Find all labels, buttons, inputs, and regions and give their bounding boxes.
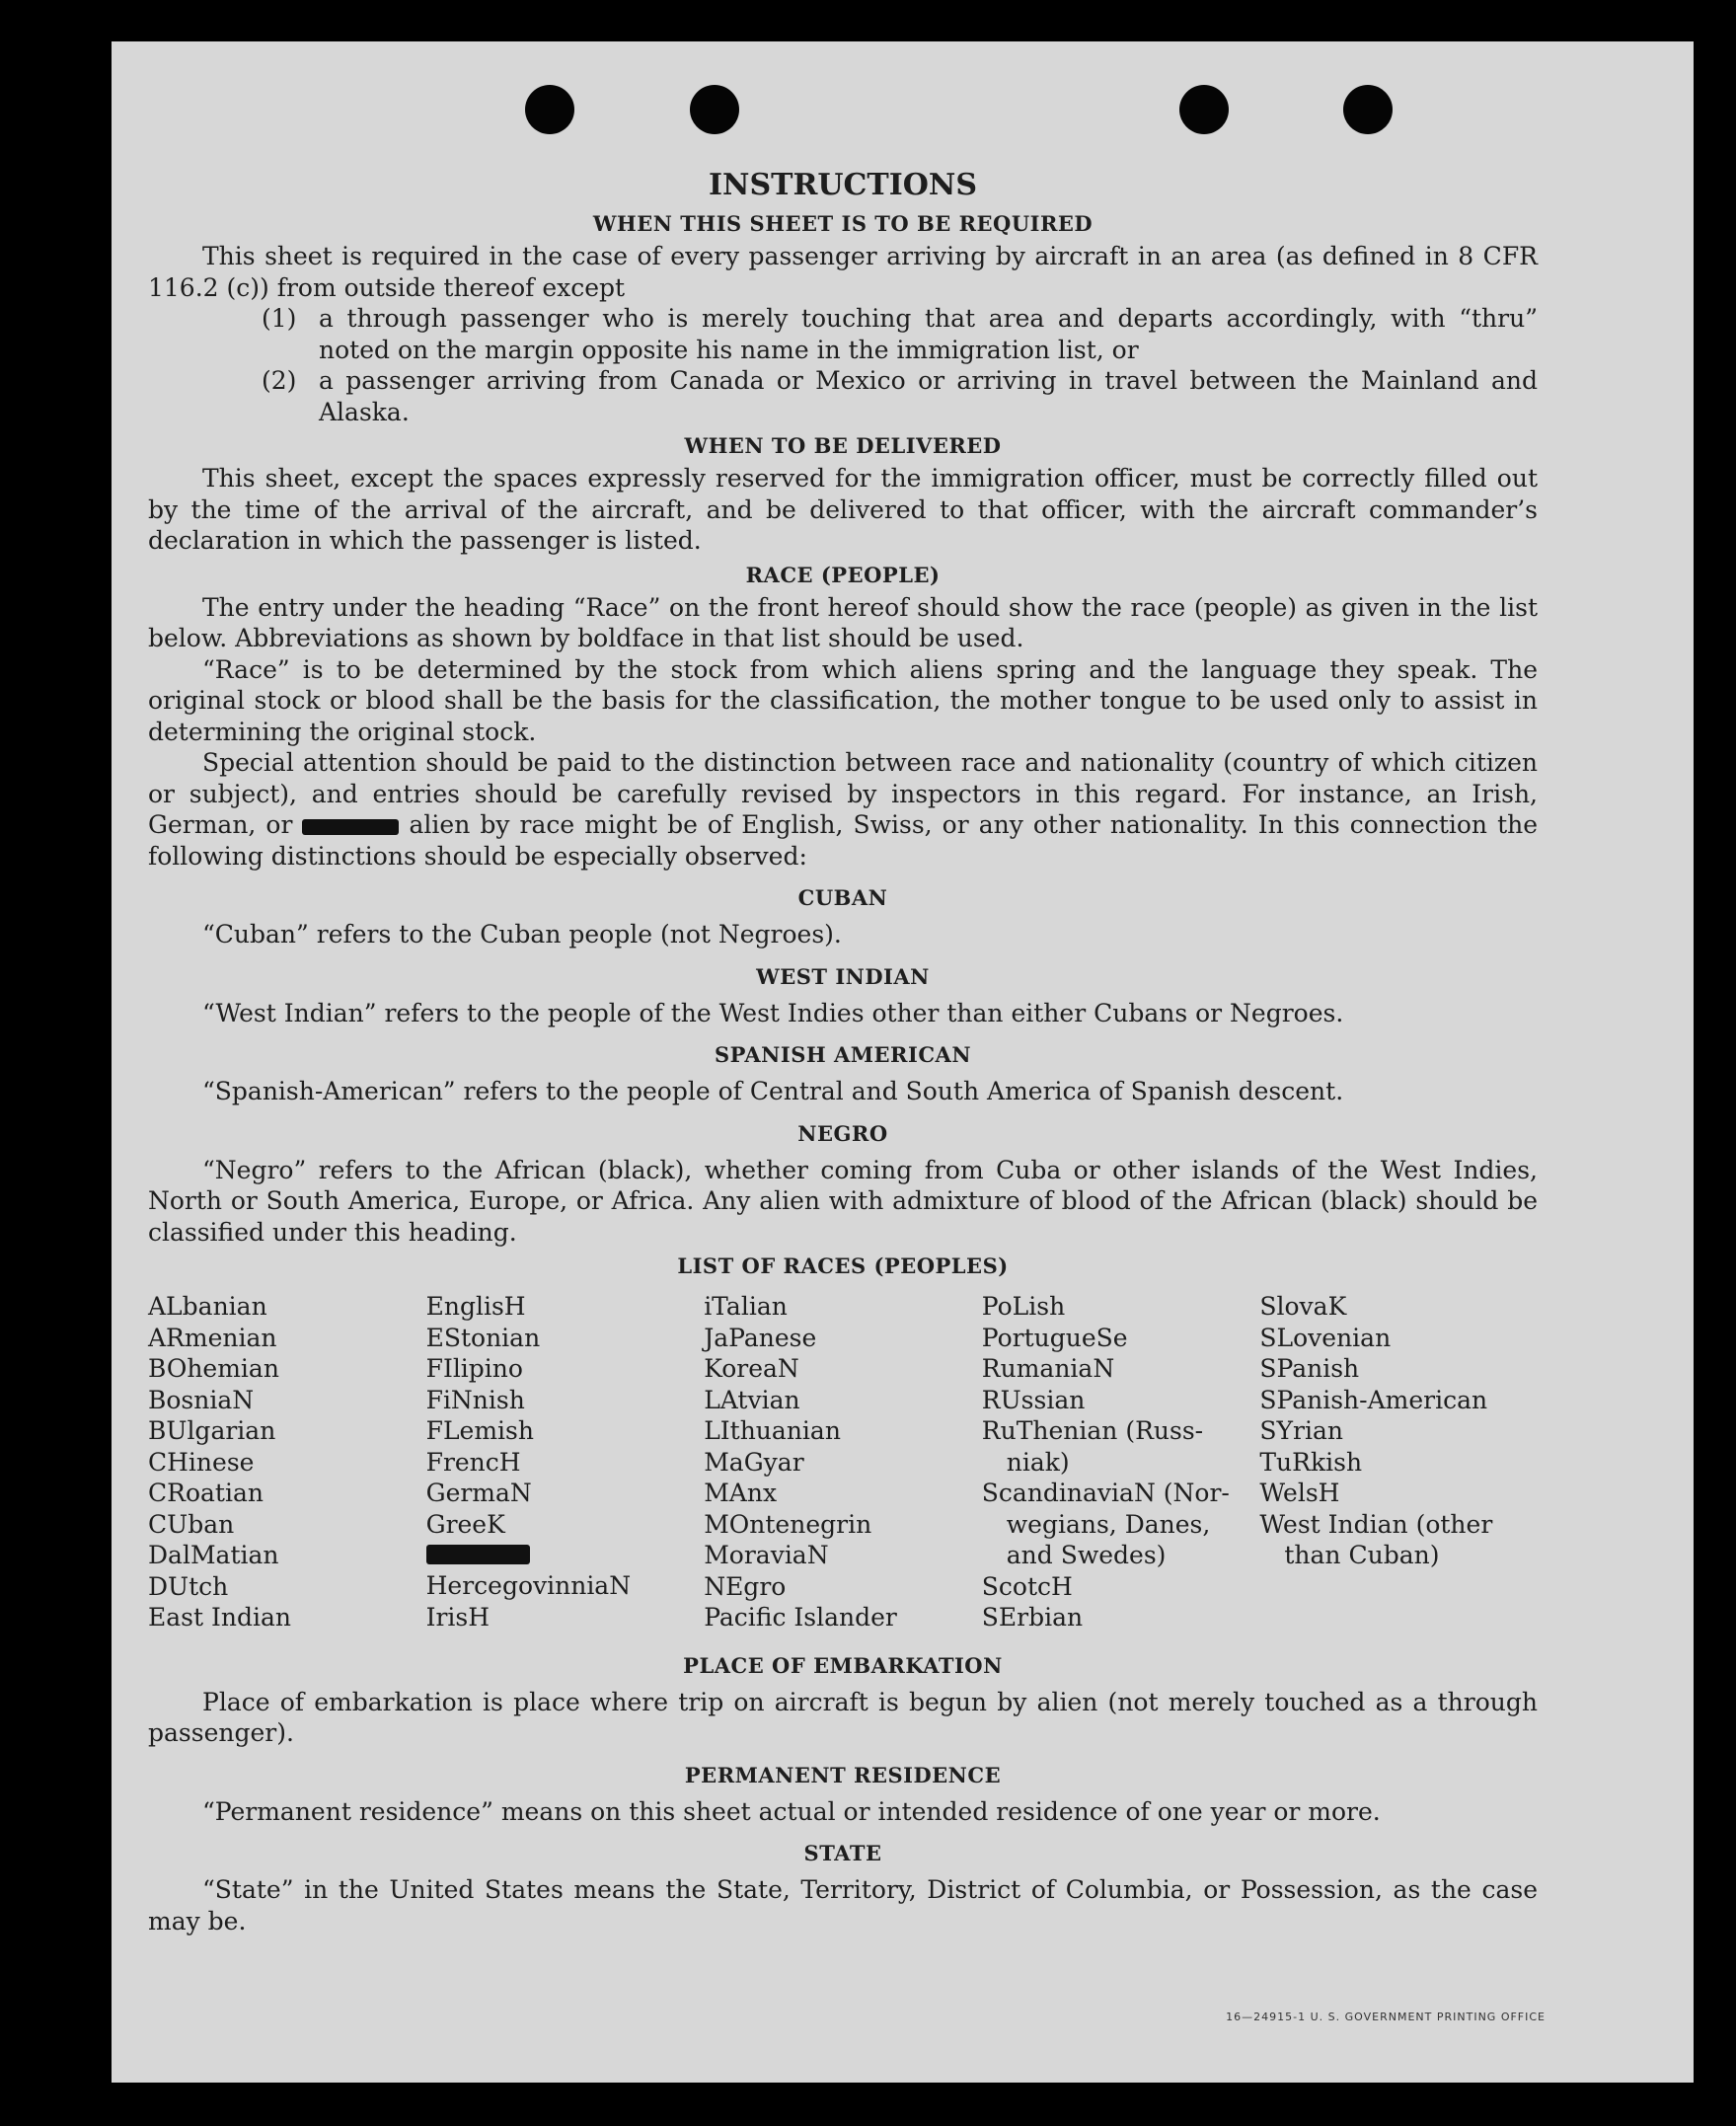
race-list-item: TuRkish [1259,1447,1363,1477]
section-heading-west-indian: WEST INDIAN [756,963,930,989]
race-list-item: wegians, Danes, [1006,1509,1211,1539]
paragraph-spanish-american: “Spanish-American” refers to the people of Central and South America of Spanish descent. [202,1077,1344,1105]
punch-hole [1343,85,1393,134]
race-column [704,1291,982,1633]
race-list-item: SYrian [1259,1416,1343,1445]
race-list-item: BOhemian [148,1354,279,1383]
race-list-item: SlovaK [1259,1292,1347,1321]
race-list-item: MOntenegrin [704,1509,872,1539]
race-column [982,1291,1260,1633]
race-list-item: ALbanian [148,1292,267,1321]
race-list-item: ScotcH [981,1571,1073,1601]
paragraph-race-3 [148,747,1538,872]
race-list [148,1291,1538,1633]
race-list-item: ARmenian [148,1323,277,1352]
race-list-item: WelsH [1259,1479,1340,1507]
race-list-item: and Swedes) [1006,1541,1167,1569]
race-list-item: niak) [1006,1447,1070,1477]
race-list-item: BUlgarian [148,1416,276,1445]
race-list-item: HercegovinniaN [425,1571,632,1600]
paragraph-text: alien by race might be of English, Swiss, or any other nationality. In this connection the following distinctions should be especially observed: [148,810,1539,871]
race-list-item: PoLish [981,1292,1066,1321]
race-list-item: EnglisH [425,1292,526,1321]
paragraph-race-2: “Race” is to be determined by the stock from which aliens spring and the language they speak. The original stock or blood shall be the basis for the classification, the mother tongue to be used only to assist in determining the original stock. [148,654,1538,746]
race-column [148,1291,426,1633]
race-list-item: SLovenian [1259,1323,1392,1352]
punch-hole [525,85,574,134]
race-list-item: MAnx [704,1479,778,1507]
document-sheet [112,41,1694,2083]
race-list-item: FIlipino [425,1354,523,1383]
race-list-item: NEgro [704,1571,787,1601]
race-list-item: PortugueSe [981,1323,1128,1352]
section-heading-permanent-residence: PERMANENT RESIDENCE [684,1762,1002,1787]
list-item [148,303,1538,365]
page-title: INSTRUCTIONS [709,168,977,202]
race-list-item: Pacific Islander [704,1603,897,1632]
race-list-item: LAtvian [704,1385,800,1414]
race-list-item: than Cuban) [1284,1541,1440,1569]
race-list-item: West Indian (other [1259,1509,1493,1539]
list-item [148,365,1538,427]
instructions-content [148,168,1538,1936]
race-list-item: FrencH [425,1447,521,1477]
list-item-text: a passenger arriving from Canada or Mexico or arriving in travel between the Mainland and Alaska. [319,366,1538,426]
race-list-item: EStonian [425,1323,541,1352]
paragraph-when-required [148,241,1538,303]
race-list-item: BosniaN [148,1385,255,1414]
section-heading-race: RACE (PEOPLE) [745,562,941,587]
race-list-item: GermaN [425,1479,532,1507]
race-list-item: KoreaN [704,1354,799,1383]
paragraph-state: “State” in the United States means the State, Territory, District of Columbia, or Possession, as the case may be. [148,1875,1538,1936]
race-list-item: CHinese [148,1447,255,1477]
paragraph-when-delivered: This sheet, except the spaces expressly reserved for the immigration officer, must be correctly filled out by the time of the arrival of the aircraft, and be delivered to that officer, with the aircraft commander’s declaration in which the passenger is listed. [148,464,1538,555]
printer-imprint: 16—24915-1 U. S. GOVERNMENT PRINTING OFFICE [1226,2011,1546,2023]
race-list-item: East Indian [148,1603,291,1632]
race-list-item: CUban [148,1509,235,1539]
section-heading-when-required: WHEN THIS SHEET IS TO BE REQUIRED [592,211,1094,236]
race-list-item: GreeK [425,1509,505,1539]
paragraph-text: This sheet is required in the case of every passenger arriving by aircraft in an area (as defined in 8 CFR 116.2 (c)) from outside thereof except [148,242,1538,302]
paragraph-permanent-residence: “Permanent residence” means on this sheet actual or intended residence of one year or more. [202,1796,1381,1826]
race-list-item: RumaniaN [981,1354,1115,1383]
race-list-item: MoraviaN [704,1541,829,1569]
race-list-item: ScandinaviaN (Nor- [981,1479,1230,1507]
race-list-item: iTalian [704,1292,788,1321]
paragraph-race-1: The entry under the heading “Race” on the front hereof should show the race (people) as given in the list below. Abbreviations as shown by boldface in that list should be used. [148,592,1538,652]
section-heading-embarkation: PLACE OF EMBARKATION [683,1652,1003,1678]
race-list-item: CRoatian [148,1479,264,1507]
race-list-item: SErbian [981,1603,1084,1632]
section-heading-negro: NEGRO [797,1120,888,1146]
race-list-item: FiNnish [425,1385,525,1414]
section-heading-spanish-american: SPANISH AMERICAN [714,1042,972,1067]
list-item-text: a through passenger who is merely touching that area and departs accordingly, with “thru” noted on the margin opposite his name in the immigration list, or [319,304,1538,364]
section-heading-cuban: CUBAN [797,885,888,910]
paragraph-west-indian: “West Indian” refers to the people of the West Indies other than either Cubans or Negroes. [202,998,1344,1027]
race-list-item: IrisH [425,1602,491,1632]
redaction-mark [302,819,399,835]
section-heading-when-delivered: WHEN TO BE DELIVERED [684,433,1002,458]
paragraph-text: Special attention should be paid to the distinction between race and nationality (country of which citizen or subject), and entries should be carefully revised by inspectors in this regard. For instance, an Irish, German, or [148,748,1538,839]
race-list-item: LIthuanian [704,1416,841,1445]
punch-hole [1179,85,1229,134]
race-list-item: JaPanese [704,1323,817,1352]
redaction-mark [426,1545,530,1564]
paragraph-embarkation: Place of embarkation is place where trip on aircraft is begun by alien (not merely touched as a through passenger). [148,1687,1538,1747]
race-list-item: DUtch [148,1571,229,1601]
race-column [426,1291,705,1633]
race-list-item: MaGyar [704,1447,804,1477]
list-item-number: (1) [262,304,297,333]
race-list-item: SPanish [1259,1354,1360,1383]
punch-hole [690,85,739,134]
race-list-item: SPanish-American [1259,1385,1488,1414]
section-heading-state: STATE [803,1841,882,1865]
paragraph-cuban: “Cuban” refers to the Cuban people (not Negroes). [202,920,842,949]
race-list-item: RuThenian (Russ- [981,1416,1204,1445]
race-column [1259,1291,1538,1633]
paragraph-negro: “Negro” refers to the African (black), whether coming from Cuba or other islands of the West Indies, North or South America, Europe, or Africa. Any alien with admixture of blood of the African (black) should be classified under this heading. [148,1155,1538,1247]
race-list-item: DalMatian [148,1541,279,1569]
race-list-item: FLemish [425,1416,534,1445]
list-item-number: (2) [262,366,297,395]
race-list-item: RUssian [981,1385,1086,1414]
section-heading-list-of-races: LIST OF RACES (PEOPLES) [677,1253,1009,1278]
